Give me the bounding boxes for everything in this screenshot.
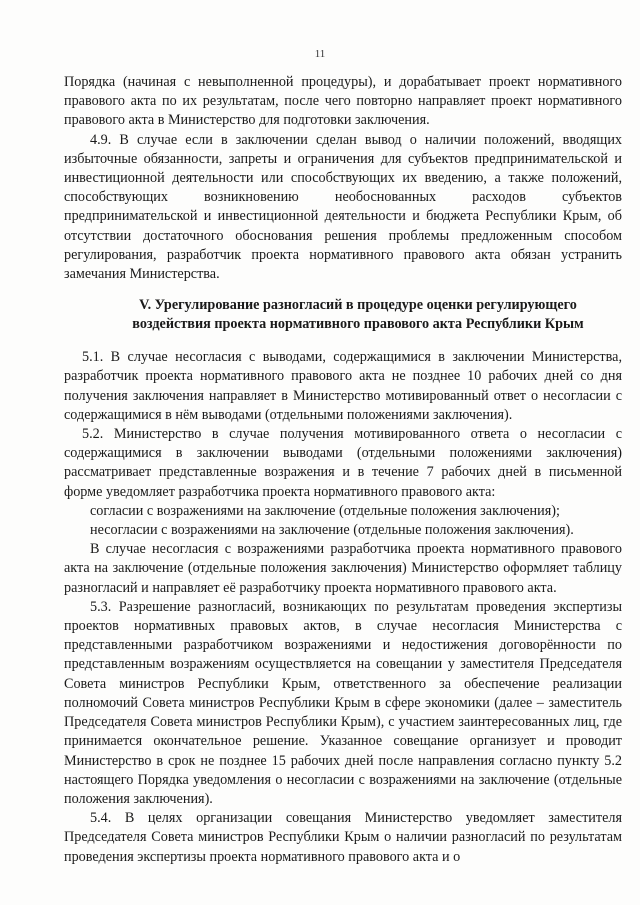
paragraph-5-2-option-agree: согласии с возражениями на заключение (отдельные положения заключения);: [90, 502, 560, 519]
paragraph-5-3: 5.3. Разрешение разногласий, возникающих по результатам проведения экспертизы проектов нормативных правовых актов, в случае несогласия Министерства с представленными разработчиком возражениями и недостижения договорённости по представленным возражениям осуществляется на совещании у заместителя Председателя Совета министров Республики Крым, ответственного за обеспечение реализации полномочий Совета министров Республики Крым в сфере экономики (далее – заместитель Председателя Совета министров Республики Крым), с участием заинтересованных лиц, где принимается окончательное решение. Указанное совещание организует и проводит Министерство в срок не позднее 15 рабочих дней после направления согласно пункту 5.2 настоящего Порядка уведомления о несогласии с возражениями на заключение (отдельные положения заключения).: [64, 598, 622, 807]
paragraph-5-1: 5.1. В случае несогласия с выводами, содержащимися в заключении Министерства, разработчик проекта нормативного правового акта не позднее 10 рабочих дней со дня получения заключения направляет в Министерство мотивированный ответ о несогласии с содержащимися в нём выводами (отдельными положениями заключения).: [64, 349, 622, 423]
paragraph-continuation: Порядка (начиная с невыполненной процедуры), и дорабатывает проект нормативного правового акта по их результатам, после чего повторно направляет проект нормативного правового акта в Министерство для подготовки заключения.: [64, 74, 622, 129]
paragraph-5-2-option-disagree: несогласии с возражениями на заключение (отдельные положения заключения).: [90, 522, 574, 539]
section-title: V. Урегулирование разногласий в процедуре оценки регулирующего воздействия проекта нормативного правового акта Республики Крым: [132, 297, 584, 333]
paragraph-4-9: 4.9. В случае если в заключении сделан вывод о наличии положений, вводящих избыточные обязанности, запреты и ограничения для субъектов предпринимательской и инвестиционной деятельности или способствующих их введению, а также положений, способствующих возникновению необоснованных расходов субъектов предпринимательской и инвестиционной деятельности и бюджета Республики Крым, об отсутствии достаточного обоснования решения проблемы предложенным способом регулирования, разработчик проекта нормативного правового акта обязан устранить замечания Министерства.: [64, 131, 622, 283]
paragraph-5-2: 5.2. Министерство в случае получения мотивированного ответа о несогласии с содержащимися в заключении выводами (отдельными положениями заключения) рассматривает представленные возражения и в течение 7 рабочих дней в письменной форме уведомляет разработчика проекта нормативного правового акта:: [64, 426, 622, 500]
page-number: 11: [314, 48, 326, 60]
document-body: [64, 73, 622, 867]
paragraph-5-2-disagreement-table: В случае несогласия с возражениями разработчика проекта нормативного правового акта на заключение (отдельные положения заключения) Министерство оформляет таблицу разногласий и направляет её разработчику проекта нормативного правового акта.: [64, 541, 622, 596]
paragraph-5-4: 5.4. В целях организации совещания Министерство уведомляет заместителя Председателя Совета министров Республики Крым о наличии разногласий по результатам проведения экспертизы проекта нормативного правового акта и о: [64, 810, 622, 865]
